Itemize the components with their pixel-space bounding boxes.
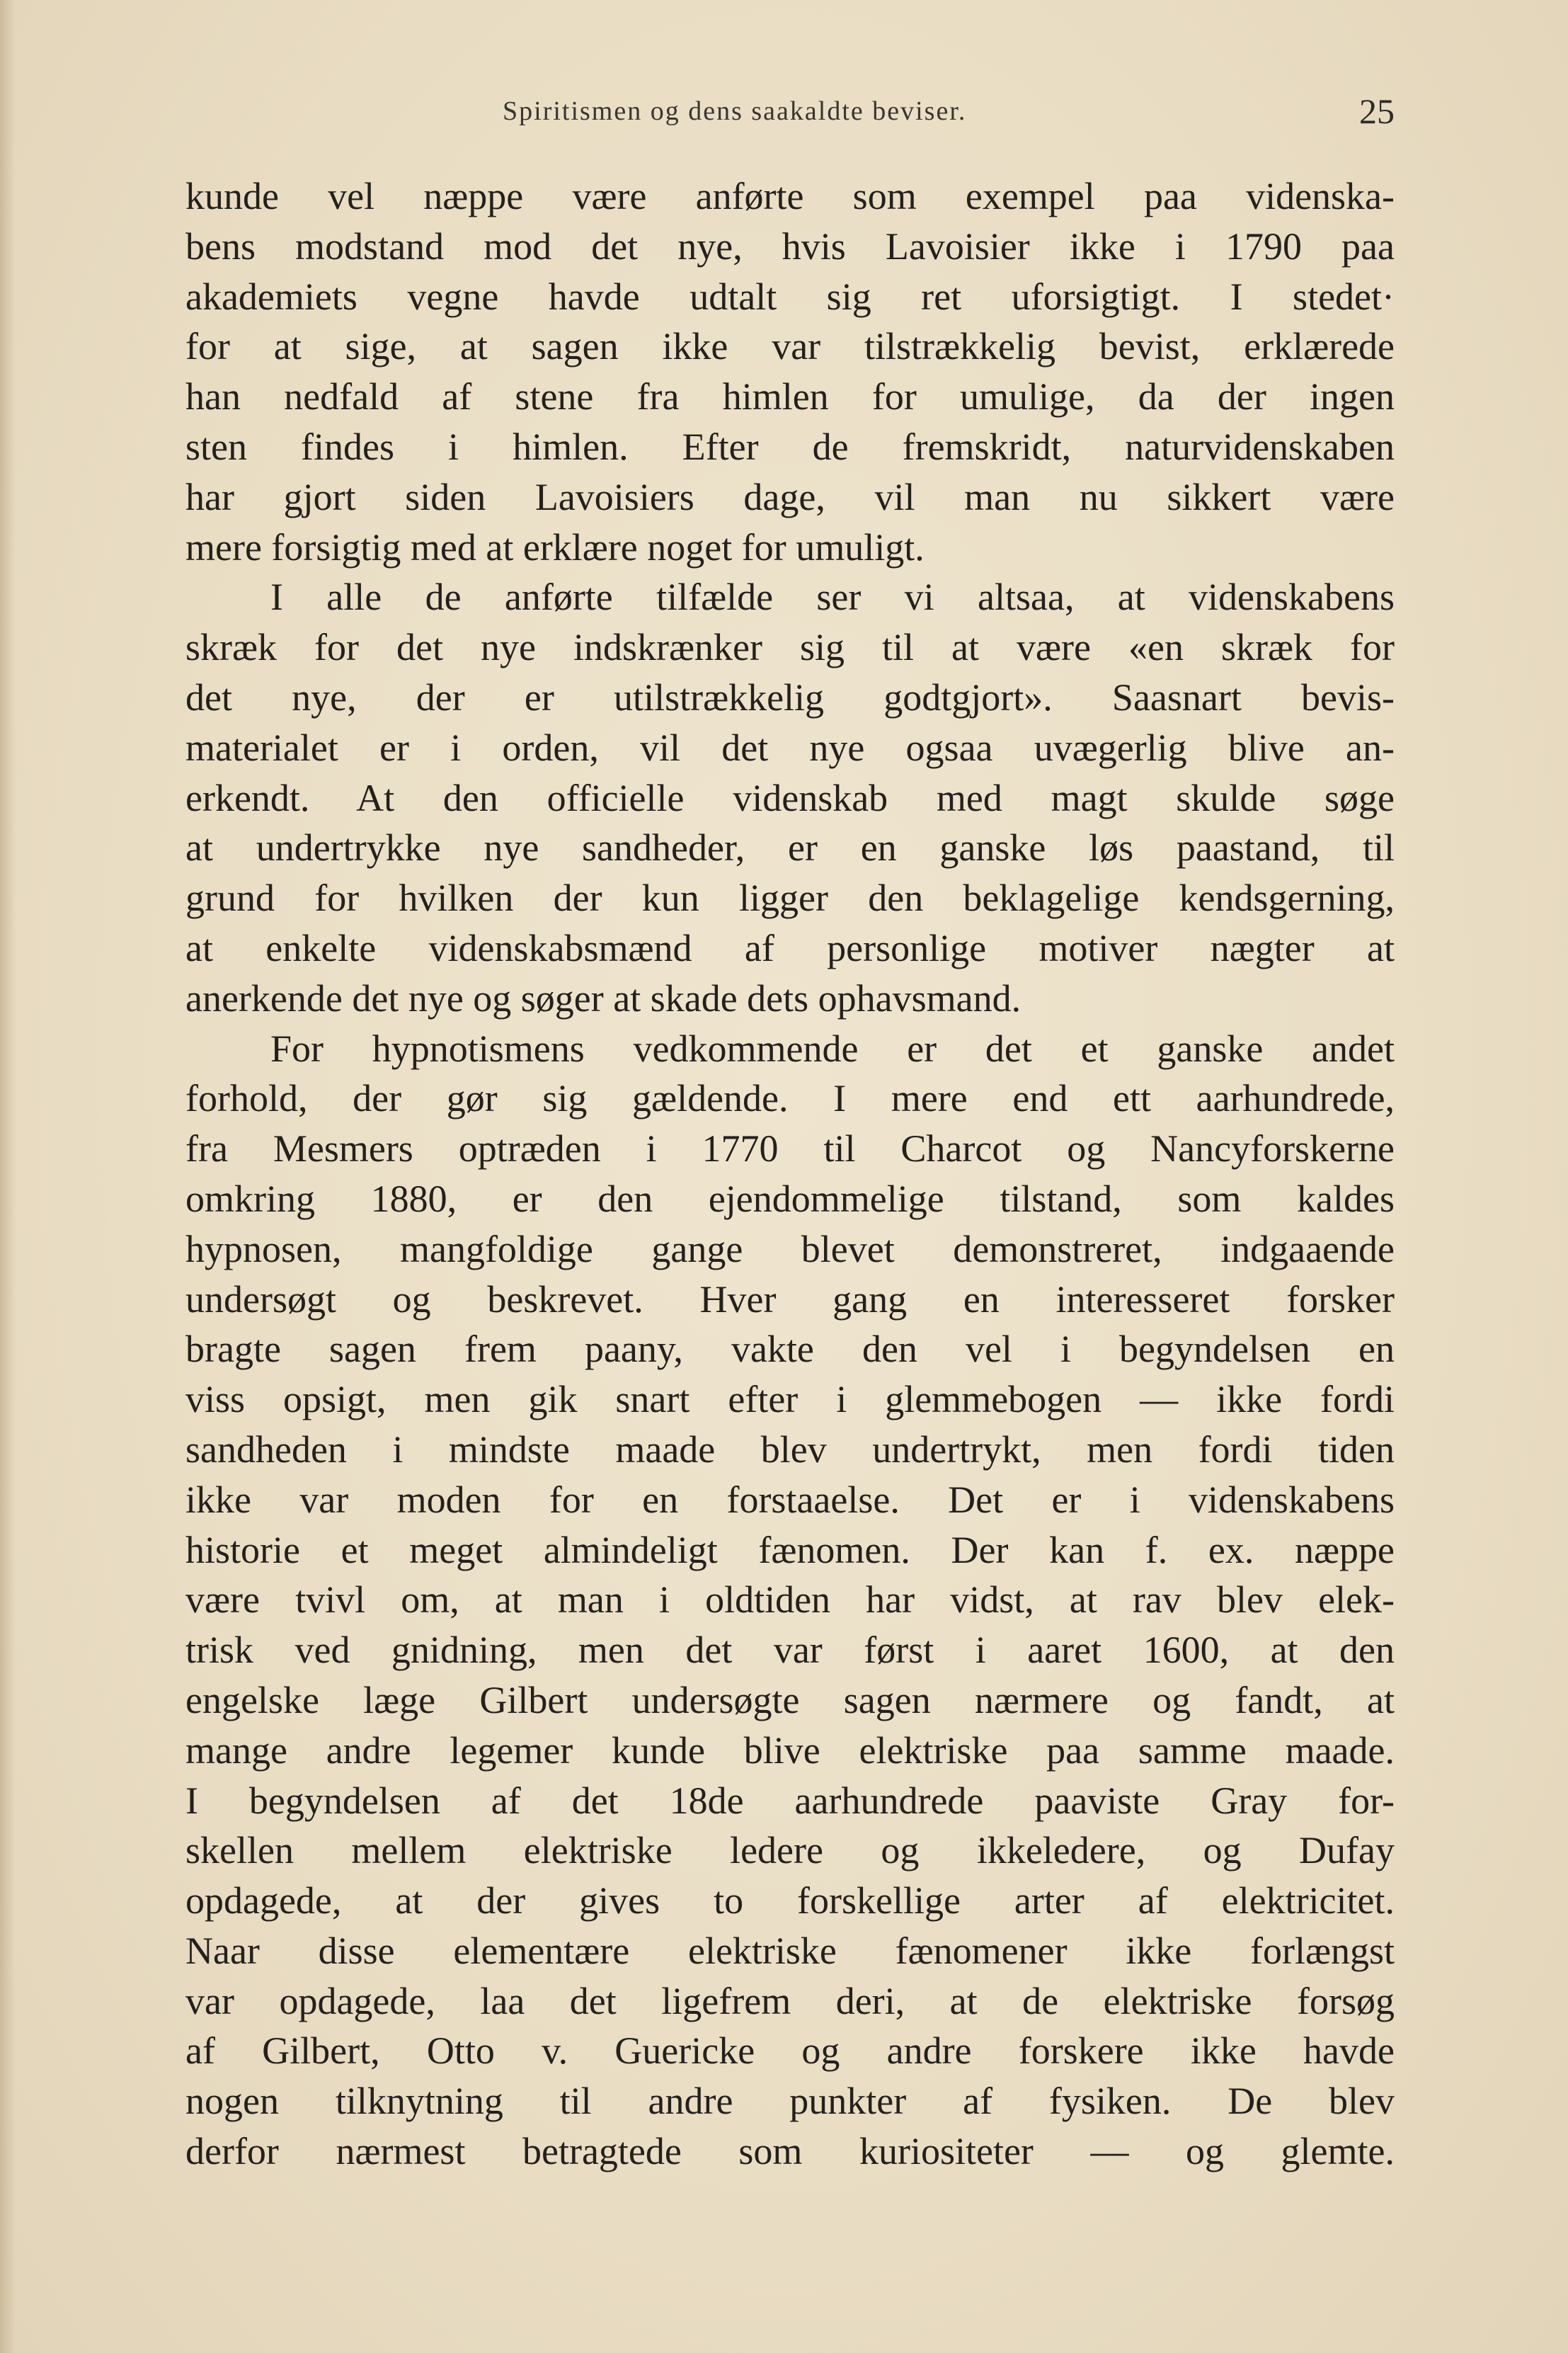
text-line: mange andre legemer kunde blive elektriske paa samme maade. xyxy=(185,1728,1395,1772)
text-line: han nedfald af stene fra himlen for umulige, da der ingen xyxy=(185,375,1395,418)
text-line: omkring 1880, er den ejendommelige tilstand, som kaldes xyxy=(185,1177,1395,1220)
text-line: være tvivl om, at man i oldtiden har vidst, at rav blev elek- xyxy=(185,1578,1395,1622)
text-line: undersøgt og beskrevet. Hver gang en interesseret forsker xyxy=(185,1277,1395,1321)
text-line: nogen tilknytning til andre punkter af fysiken. De blev xyxy=(185,2080,1395,2123)
text-line: anerkende det nye og søger at skade dets ophavsmand. xyxy=(185,976,1022,1020)
text-line: forhold, der gør sig gældende. I mere end ett aarhundrede, xyxy=(185,1077,1395,1120)
text-line: at enkelte videnskabsmænd af personlige motiver nægter at xyxy=(185,926,1395,969)
text-line: engelske læge Gilbert undersøgte sagen nærmere og fandt, at xyxy=(185,1678,1395,1721)
text-line: sandheden i mindste maade blev undertrykt, men fordi tiden xyxy=(185,1428,1395,1471)
running-head: Spiritismen og dens saakaldte beviser. xyxy=(503,96,967,126)
text-line: kunde vel næppe være anførte som exempel paa videnska- xyxy=(185,175,1395,217)
text-line: trisk ved gnidning, men det var først i aaret 1600, at den xyxy=(185,1629,1395,1672)
gutter-shadow xyxy=(0,0,16,2353)
text-line: derfor nærmest betragtede som kuriositeter — og glemte. xyxy=(185,2130,1395,2173)
text-line: at undertrykke nye sandheder, er en ganske løs paastand, til xyxy=(185,826,1395,870)
text-line: Naar disse elementære elektriske fænomener ikke forlængst xyxy=(185,1929,1395,1972)
text-line: historie et meget almindeligt fænomen. Der kan f. ex. næppe xyxy=(185,1528,1395,1571)
text-line: fra Mesmers optræden i 1770 til Charcot og Nancyforskerne xyxy=(185,1127,1395,1170)
text-line: opdagede, at der gives to forskellige arter af elektricitet. xyxy=(185,1879,1395,1922)
text-line: hypnosen, mangfoldige gange blevet demonstreret, indgaaende xyxy=(185,1227,1395,1270)
text-line: skræk for det nye indskrænker sig til at være «en skræk for xyxy=(185,626,1395,669)
text-line: har gjort siden Lavoisiers dage, vil man nu sikkert være xyxy=(185,475,1395,518)
text-line: grund for hvilken der kun ligger den beklagelige kendsgerning, xyxy=(185,877,1395,920)
text-line: det nye, der er utilstrækkelig godtgjort». Saasnart bevis- xyxy=(185,676,1395,719)
text-line: akademiets vegne havde udtalt sig ret uforsigtigt. I stedet· xyxy=(185,275,1395,318)
text-line: materialet er i orden, vil det nye ogsaa uvægerlig blive an- xyxy=(185,726,1395,769)
text-line: erkendt. At den officielle videnskab med magt skulde søge xyxy=(185,776,1395,819)
text-line: For hypnotismens vedkommende er det et ganske andet xyxy=(270,1027,1395,1070)
text-line: mere forsigtig med at erklære noget for umuligt. xyxy=(185,525,925,569)
text-line: var opdagede, laa det ligefrem deri, at de elektriske forsøg xyxy=(185,1979,1395,2022)
text-line: bens modstand mod det nye, hvis Lavoisier ikke i 1790 paa xyxy=(185,224,1395,268)
text-line: sten findes i himlen. Efter de fremskridt, naturvidenskaben xyxy=(185,425,1395,468)
text-line: I alle de anførte tilfælde ser vi altsaa, at videnskabens xyxy=(270,576,1395,619)
text-line: for at sige, at sagen ikke var tilstrækkelig bevist, erklærede xyxy=(185,325,1395,368)
text-line: ikke var moden for en forstaaelse. Det er i videnskabens xyxy=(185,1478,1395,1521)
text-line: viss opsigt, men gik snart efter i glemmebogen — ikke fordi xyxy=(185,1378,1395,1421)
text-line: I begyndelsen af det 18de aarhundrede paaviste Gray for- xyxy=(185,1779,1395,1822)
text-line: bragte sagen frem paany, vakte den vel i begyndelsen en xyxy=(185,1328,1395,1371)
text-line: af Gilbert, Otto v. Guericke og andre forskere ikke havde xyxy=(185,2029,1395,2073)
body-text xyxy=(185,171,1395,2177)
text-line: skellen mellem elektriske ledere og ikkeledere, og Dufay xyxy=(185,1829,1395,1872)
page-number: 25 xyxy=(1359,91,1395,131)
